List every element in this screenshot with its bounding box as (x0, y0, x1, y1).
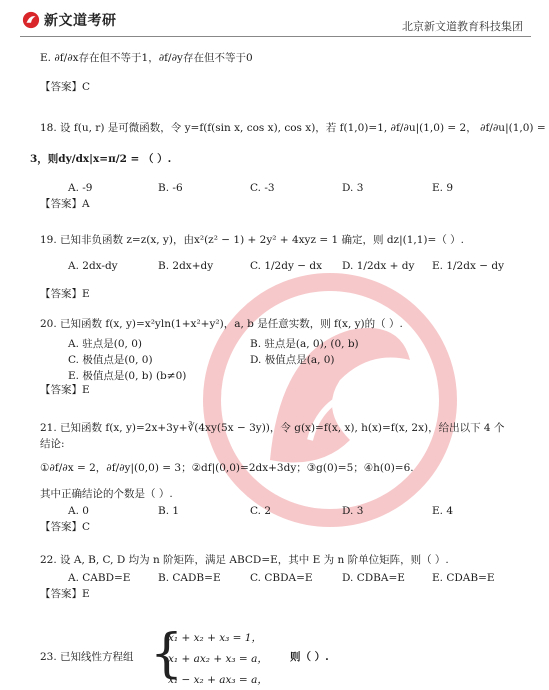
q19-answer: 【答案】E (40, 288, 90, 300)
q20-option-e: E. 极值点是(0, b) (b≠0) (68, 370, 187, 382)
q21-option-b: B. 1 (158, 505, 180, 517)
q18-stem-cont: 3，则dy/dx|x=π/2 = （ ）. (30, 153, 172, 165)
q18-stem: 18. 设 f(u, r) 是可微函数，令 y=f(f(sin x, cos x), cos x)，若 f(1,0)=1, ∂f/∂u|(1,0) = 2， ∂f/∂u|(1,0) = (40, 122, 546, 134)
q20-answer: 【答案】E (40, 384, 90, 396)
brand-name: 新文道考研 (44, 13, 117, 29)
q20-option-d: D. 极值点是(a, 0) (250, 354, 335, 366)
q20-option-b: B. 驻点是(a, 0), (0, b) (250, 338, 359, 350)
q21-option-d: D. 3 (342, 505, 364, 517)
q23-stem: 23. 已知线性方程组 (40, 651, 134, 663)
q19-option-d: D. 1/2dx + dy (342, 260, 415, 272)
prev-answer: 【答案】C (40, 81, 91, 93)
q19-stem: 19. 已知非负函数 z=z(x, y)，由x²(z² − 1) + 2y² + 4xyz = 1 确定，则 dz|(1,1)=（ ）. (40, 234, 464, 246)
q21-option-e: E. 4 (432, 505, 454, 517)
q19-option-c: C. 1/2dy − dx (250, 260, 323, 272)
q19-option-e: E. 1/2dx − dy (432, 260, 505, 272)
q21-conclusions: ①∂f/∂x = 2，∂f/∂y|(0,0) = 3；②df|(0,0)=2dx+3dy；③g(0)=5；④h(0)=6. (40, 462, 414, 474)
q20-stem: 20. 已知函数 f(x, y)=x²yln(1+x²+y²)，a, b 是任意实数，则 f(x, y)的（ ）. (40, 318, 403, 330)
org-name: 北京新文道教育科技集团 (402, 20, 523, 33)
q22-option-d: D. CDBA=E (342, 572, 405, 584)
q18-option-a: A. -9 (68, 182, 93, 194)
q19-option-b: B. 2dx+dy (158, 260, 214, 272)
q18-option-b: B. -6 (158, 182, 183, 194)
q21-option-c: C. 2 (250, 505, 272, 517)
phoenix-logo-icon (22, 11, 40, 29)
q22-answer: 【答案】E (40, 588, 90, 600)
brand-logo (22, 10, 117, 30)
q19-option-a: A. 2dx-dy (68, 260, 118, 272)
q20-option-a: A. 驻点是(0, 0) (68, 338, 142, 350)
header-divider (20, 36, 531, 37)
q18-option-d: D. 3 (342, 182, 364, 194)
q22-option-a: A. CABD=E (68, 572, 131, 584)
q22-stem: 22. 设 A, B, C, D 均为 n 阶矩阵，满足 ABCD=E，其中 E 为 n 阶单位矩阵，则（ ）. (40, 554, 449, 566)
q22-option-b: B. CADB=E (158, 572, 221, 584)
q21-question: 其中正确结论的个数是（ ）. (40, 488, 173, 500)
q18-answer: 【答案】A (40, 198, 90, 210)
q22-option-e: E. CDAB=E (432, 572, 495, 584)
q23-brace: { (150, 624, 184, 684)
q23-stem-suffix: 则（ ）. (290, 651, 329, 663)
q23-equation-3: x₁ − x₂ + ax₃ = a， (168, 674, 268, 686)
q21-stem: 21. 已知函数 f(x, y)=2x+3y+∛(4xy(5x − 3y))，令 g(x)=f(x, x), h(x)=f(x, 2x)，给出以下 4 个 (40, 422, 505, 434)
q21-option-a: A. 0 (68, 505, 89, 517)
q21-answer: 【答案】C (40, 521, 91, 533)
prev-option-e: E. ∂f/∂x存在但不等于1，∂f/∂y存在但不等于0 (40, 52, 253, 64)
q21-stem-cont: 结论: (40, 438, 65, 450)
phoenix-watermark-icon (200, 270, 460, 530)
q18-option-e: E. 9 (432, 182, 454, 194)
q23-equation-2: x₁ + ax₂ + x₃ = a， (168, 653, 268, 665)
q18-option-c: C. -3 (250, 182, 275, 194)
q22-option-c: C. CBDA=E (250, 572, 313, 584)
page-header (0, 0, 549, 40)
q20-option-c: C. 极值点是(0, 0) (68, 354, 153, 366)
q23-equation-1: x₁ + x₂ + x₃ = 1， (168, 632, 262, 644)
